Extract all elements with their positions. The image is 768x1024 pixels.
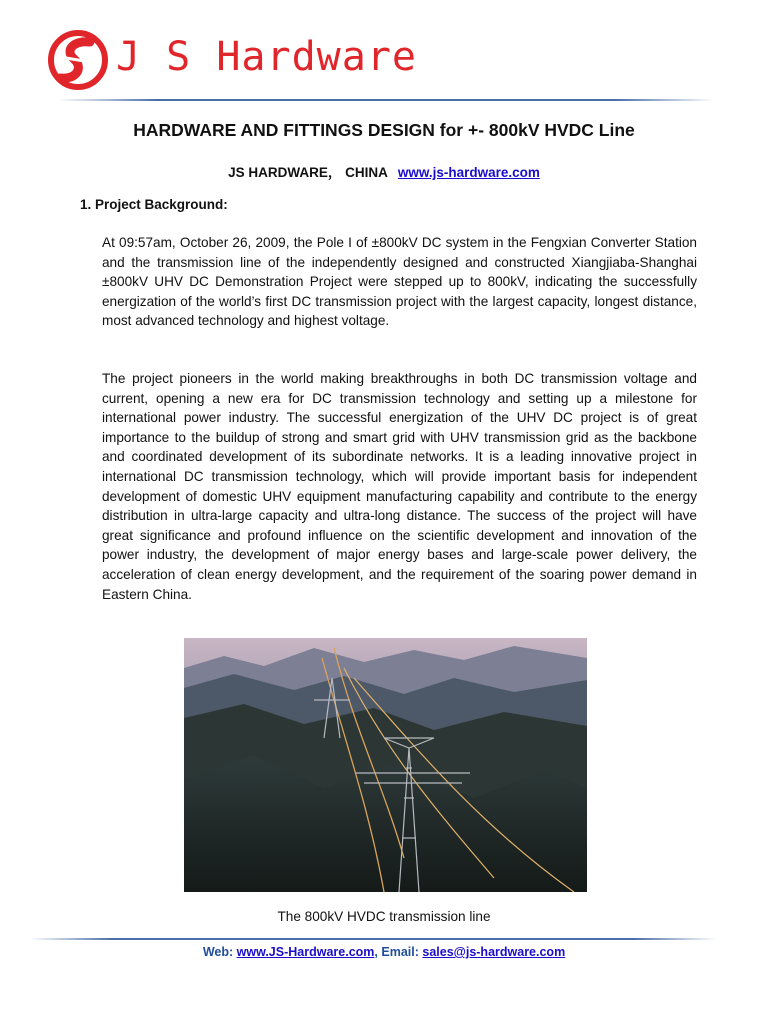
- section-heading: 1. Project Background:: [80, 197, 228, 212]
- header-divider: [58, 99, 714, 101]
- footer: [0, 945, 768, 959]
- website-link[interactable]: www.js-hardware.com: [397, 165, 540, 180]
- logo-text: J S Hardware: [116, 34, 417, 80]
- footer-email-link[interactable]: sales@js-hardware.com: [422, 945, 566, 959]
- transmission-line-photo: [184, 638, 587, 892]
- header: [46, 28, 726, 98]
- footer-separator: ,: [374, 945, 378, 959]
- js-logo-icon: [46, 28, 110, 92]
- footer-web-link[interactable]: www.JS-Hardware.com: [236, 945, 375, 959]
- figure-caption: The 800kV HVDC transmission line: [277, 909, 491, 924]
- document-title: HARDWARE AND FITTINGS DESIGN for +- 800kV HVDC Line: [133, 120, 635, 140]
- footer-divider: [30, 938, 716, 940]
- paragraph-2: The project pioneers in the world making breakthroughs in both DC transmission voltage and current, opening a new era for DC transmission technology and setting up a milestone for international power industry. The successful energization of the UHV DC project is of great importance to the buildup of strong and smart grid with UHV transmission grid as the backbone and coordinated development of its subordinate networks. It is a leading innovative project in international DC transmission technology, which will provide important basis for independent development of domestic UHV equipment manufacturing capability and contribute to the energy distribution in ultra-large capacity and ultra-long distance. The success of the project will have great significance and profound influence on the scientific development and innovation of the power industry, the development of major energy bases and large-scale power delivery, the acceleration of clean energy development, and the requirement of the soaring power demand in Eastern China.: [102, 371, 697, 602]
- company-line: [0, 161, 768, 181]
- footer-web-label: Web:: [202, 945, 234, 959]
- paragraph-1: At 09:57am, October 26, 2009, the Pole I of ±800kV DC system in the Fengxian Converter Station and the transmission line of the independently designed and constructed Xiangjiaba-Shanghai ±800kV UHV DC Demonstration Project were stepped up to 800kV, indicating the successfully energization of the world’s first DC transmission project with the largest capacity, longest distance, most advanced technology and highest voltage.: [102, 235, 697, 329]
- footer-email-label: Email:: [381, 945, 419, 959]
- company-name: JS HARDWARE， CHINA: [228, 165, 388, 180]
